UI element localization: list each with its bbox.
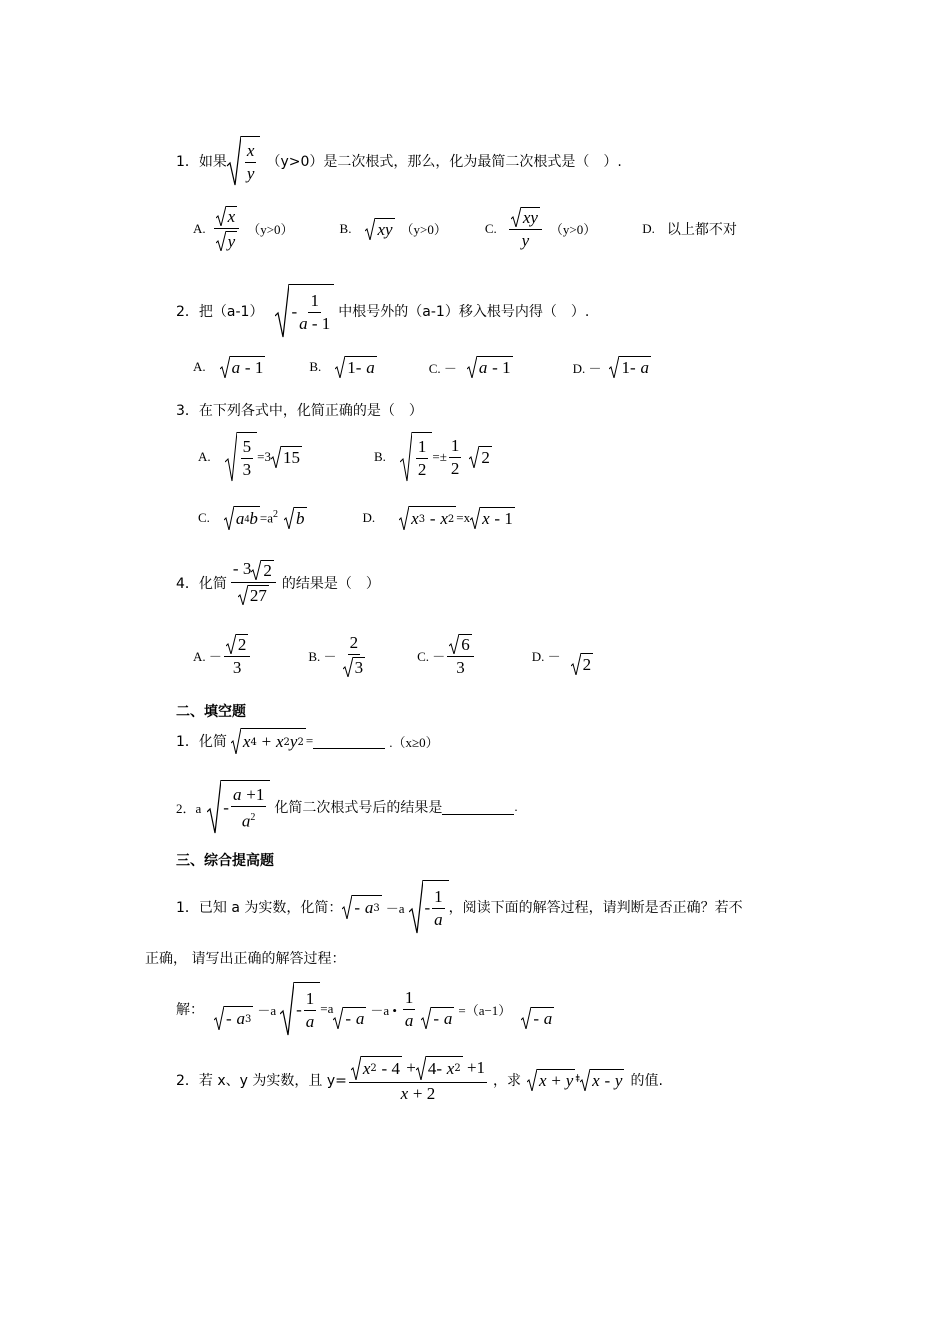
q3-option-b-half: $\frac{1}{2}$ bbox=[450, 435, 460, 478]
comprehensive-question-2: 2．若 x、y 为实数，且 y= x 2 - 4 + 4- x 2 +1 x + 2 ，求 x + y ⯒ x - y 的值. bbox=[176, 1058, 663, 1103]
q2-option-a-math: a - 1 bbox=[220, 356, 266, 378]
q1-prefix: 1．如果 bbox=[176, 154, 227, 170]
q3-option-c-label: C. bbox=[198, 510, 210, 525]
c2-fraction: x 2 - 4 + 4- x 2 +1 x + 2 bbox=[349, 1056, 487, 1103]
q4-rest: 的结果是（ ） bbox=[281, 575, 380, 592]
q1-option-d-label: D. bbox=[642, 220, 655, 236]
fill-2-text: 化简二次根式号后的结果是 bbox=[274, 800, 443, 816]
q4-option-a-label: A. － bbox=[193, 649, 222, 664]
c1-solution bbox=[176, 982, 554, 1036]
section-3-title: 三、综合提高题 bbox=[176, 853, 274, 869]
q3-text: 3．在下列各式中，化简正确的是（ ） bbox=[176, 403, 423, 419]
q4-prefix: 4．化简 bbox=[176, 575, 227, 592]
q3-option-a-rhs: 15 bbox=[271, 446, 302, 468]
c2-prefix: 2．若 x、y 为实数，且 y= bbox=[176, 1072, 347, 1089]
sqrt-x-over-y: $\frac{x}{y}$ bbox=[227, 136, 261, 186]
sol-minus-a: －a bbox=[257, 1002, 277, 1018]
q2-sqrt-expression: - $\frac{1}{a - 1}$ bbox=[275, 284, 334, 338]
c1-text-2: 正确， 请写出正确的解答过程： bbox=[145, 951, 346, 967]
q2-option-c-math: a - 1 bbox=[467, 356, 513, 378]
fill-question-2 bbox=[176, 780, 518, 834]
c1-text: ，阅读下面的解答过程，请判断是否正确？若不 bbox=[448, 900, 743, 916]
question-3 bbox=[176, 400, 423, 420]
c2-find: ，求 bbox=[493, 1072, 522, 1089]
q3-option-a-eq: =3 bbox=[257, 449, 271, 464]
sol-eq-a: =a bbox=[320, 1001, 334, 1016]
fill-2-prefix: 2．a bbox=[176, 800, 202, 816]
q3-option-d-eq: =x bbox=[456, 510, 471, 525]
q4-option-b-math: $\frac{2}{3}$ bbox=[343, 634, 366, 677]
q1-condition: （y>0）是二次根式，那么，化为最简二次根式是（ ）. bbox=[266, 154, 622, 170]
q2-option-b-math: 1- a bbox=[335, 356, 376, 378]
q4-option-b-label: B. － bbox=[308, 649, 337, 664]
q1-option-a-label: A. bbox=[193, 220, 206, 236]
q4-option-c-label: C. － bbox=[417, 649, 446, 664]
sol-frac: $\frac{1}{a}$ bbox=[404, 987, 414, 1030]
q4-options bbox=[193, 634, 593, 677]
q3-option-b-label: B. bbox=[373, 449, 386, 464]
q3-option-c-eq: $=a^2$ bbox=[259, 509, 279, 526]
q3-option-b-lhs: $\frac{1}{2}$ bbox=[400, 432, 433, 482]
question-2 bbox=[176, 284, 589, 338]
fill-2-sqrt: - $\frac{a +1}{a^2}$ bbox=[207, 780, 270, 834]
c1-continuation bbox=[145, 948, 345, 968]
q3-option-d-rhs: x - 1 bbox=[470, 507, 515, 529]
c1-minus-a: －a bbox=[385, 900, 405, 916]
fill-question-1 bbox=[176, 728, 439, 754]
fill-1-cond: .（x≥0） bbox=[389, 734, 439, 750]
q4-option-d-math: 2 bbox=[571, 653, 594, 675]
sol-minus-a-dot: －a • bbox=[370, 1002, 397, 1018]
section-2-title: 二、填空题 bbox=[176, 704, 246, 720]
fill-1-answer-blank[interactable] bbox=[313, 734, 385, 749]
q1-option-a-cond: （y>0） bbox=[247, 222, 294, 237]
q1-option-d-text: 以上都不对 bbox=[666, 221, 737, 238]
sol-eq-factor: =（a−1） bbox=[458, 1002, 512, 1018]
q3-option-a-label: A. bbox=[198, 449, 211, 464]
fill-1-sqrt: x 4 + x 2 y 2 bbox=[231, 728, 306, 754]
q1-option-c-label: C. bbox=[484, 220, 497, 236]
q1-option-a-math: $\frac{x}{y}$ bbox=[214, 206, 240, 251]
q2-option-c-label: C. － bbox=[428, 360, 457, 376]
section-2-heading bbox=[176, 701, 246, 721]
question-4 bbox=[176, 560, 380, 605]
c2-end: 的值. bbox=[630, 1072, 663, 1089]
q4-option-c-math: $\frac{6}{3}$ bbox=[447, 634, 474, 677]
sol-sqrt-3: - a bbox=[333, 1007, 366, 1029]
q3-option-c-rhs: b bbox=[284, 507, 307, 529]
q3-option-d-lhs: x 3 - x 2 bbox=[399, 506, 456, 530]
c1-sqrt-b: - $\frac{1}{a}$ bbox=[409, 880, 449, 934]
q3-option-b-rhs: 2 bbox=[469, 446, 492, 468]
q2-options bbox=[193, 356, 651, 378]
q2-prefix: 2．把（a-1） bbox=[176, 304, 264, 320]
q1-option-b-label: B. bbox=[339, 220, 352, 236]
c2-sqrt-diff: x - y bbox=[580, 1069, 624, 1091]
sol-sqrt-4: - a bbox=[421, 1007, 454, 1029]
q3-option-a-lhs: $\frac{5}{3}$ bbox=[225, 432, 258, 482]
q1-option-b-cond: （y>0） bbox=[400, 222, 447, 237]
sol-sqrt-5: - a bbox=[521, 1007, 554, 1029]
q2-option-d-label: D. － bbox=[572, 360, 602, 376]
fill-2-answer-blank[interactable] bbox=[442, 800, 514, 815]
q4-fraction: - 3 2 27 bbox=[231, 560, 276, 605]
q1-option-c-math: $\frac{xy}{y}$ bbox=[509, 207, 542, 250]
fill-1-eq: = bbox=[305, 733, 314, 748]
q1-option-b-math: xy bbox=[365, 218, 394, 240]
solution-label: 解： bbox=[176, 1002, 204, 1018]
sol-sqrt-1: - a 3 bbox=[214, 1006, 253, 1030]
q3-row-1 bbox=[198, 432, 492, 482]
question-1 bbox=[176, 136, 622, 186]
q3-option-c-lhs: a 4 b bbox=[224, 506, 260, 530]
c2-sqrt-sum: x + y bbox=[527, 1069, 575, 1091]
q3-row-2 bbox=[198, 506, 515, 530]
fill-2-end: . bbox=[514, 799, 518, 814]
c1-prefix: 1．已知 a 为实数，化简： bbox=[176, 900, 343, 916]
comprehensive-question-1 bbox=[176, 880, 743, 934]
q3-option-d-label: D. bbox=[362, 510, 376, 525]
fill-1-prefix: 1．化简 bbox=[176, 734, 227, 750]
q2-rest: 中根号外的（a-1）移入根号内得（ ）. bbox=[338, 304, 590, 320]
q3-option-b-eq: =± bbox=[432, 449, 447, 464]
q2-option-d-math: 1- a bbox=[609, 356, 650, 378]
q1-options bbox=[193, 206, 737, 251]
sol-sqrt-2: - $\frac{1}{a}$ bbox=[280, 982, 320, 1036]
q1-option-c-cond: （y>0） bbox=[549, 222, 597, 237]
q4-option-d-label: D. － bbox=[531, 649, 561, 664]
q4-option-a-math: $\frac{2}{3}$ bbox=[224, 634, 251, 677]
q2-option-a-label: A. bbox=[193, 359, 206, 374]
section-3-heading bbox=[176, 850, 274, 870]
q2-option-b-label: B. bbox=[309, 359, 322, 374]
c1-sqrt-a: - a 3 bbox=[342, 895, 381, 919]
